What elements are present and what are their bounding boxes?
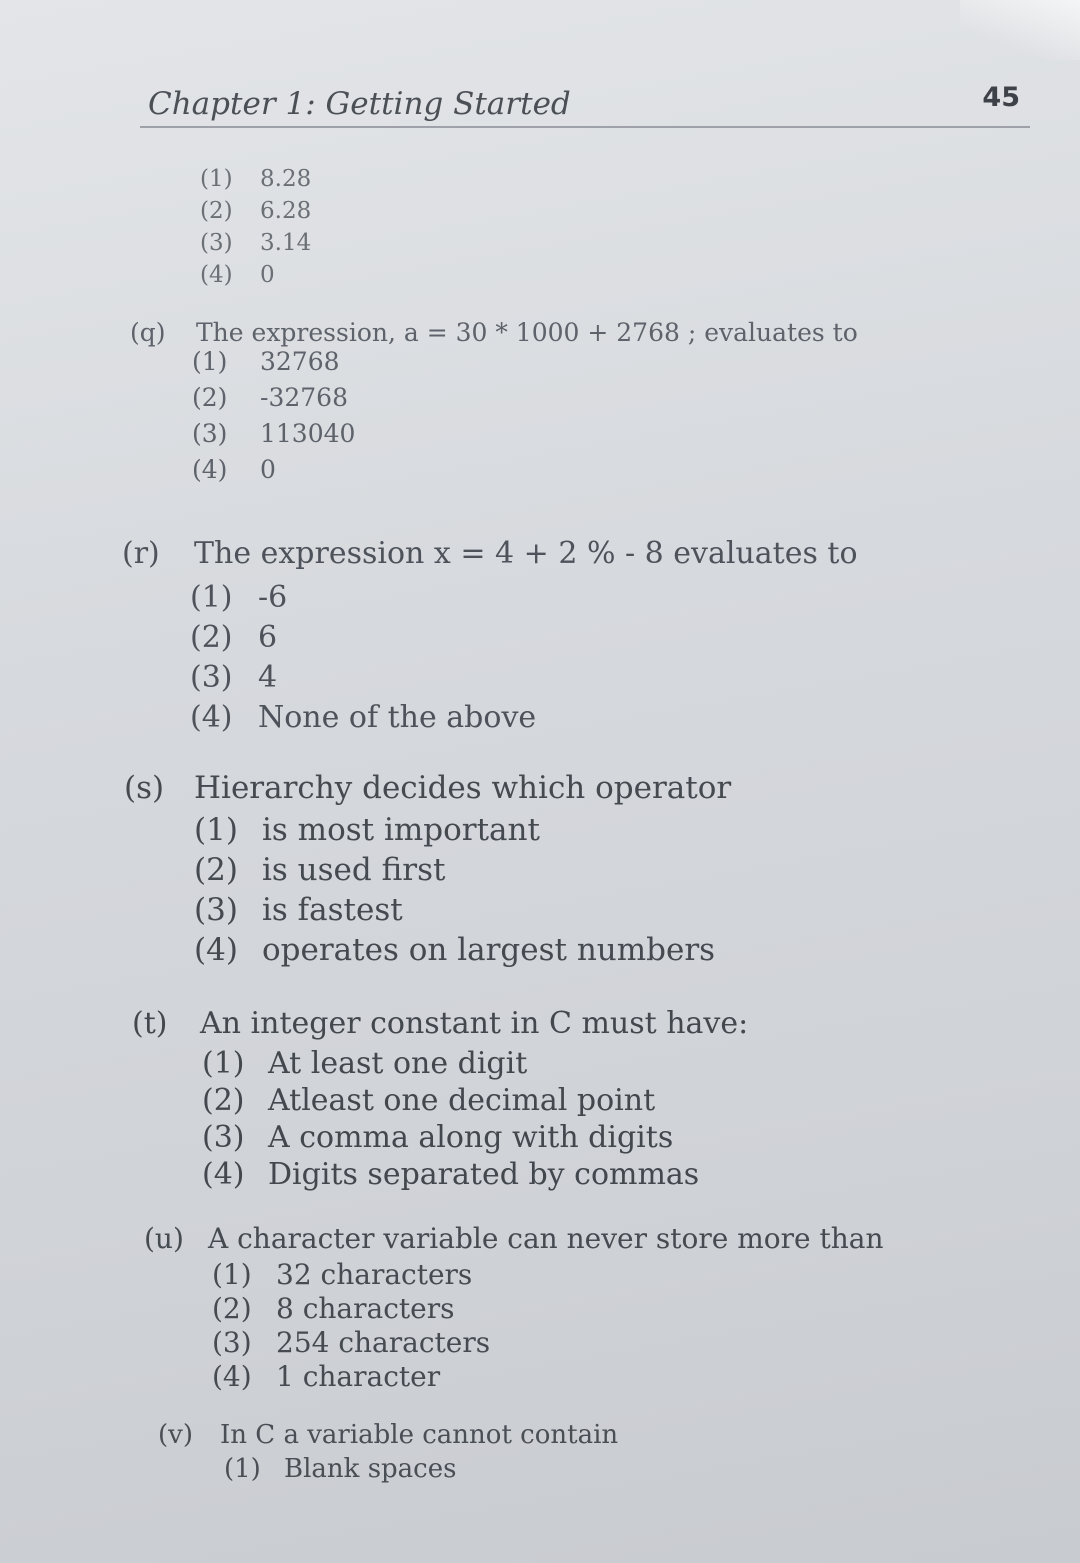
option-number: (4): [202, 1157, 245, 1192]
option-number: (3): [190, 660, 233, 695]
question-label: (r): [122, 536, 160, 571]
question-label: (v): [158, 1420, 193, 1450]
option-number: (1): [200, 166, 233, 192]
question-text: The expression x = 4 + 2 % - 8 evaluates to: [194, 536, 858, 571]
option-item: [192, 347, 858, 383]
option-text: 32 characters: [276, 1258, 473, 1291]
option-number: (2): [202, 1083, 245, 1118]
option-text: -32768: [260, 383, 348, 412]
option-text: 8 characters: [276, 1292, 455, 1325]
option-item: [202, 1083, 748, 1120]
option-number: (3): [200, 230, 233, 256]
option-item: [194, 852, 731, 892]
option-text: operates on largest numbers: [262, 932, 716, 968]
option-text: -6: [258, 580, 288, 615]
option-text: Digits separated by commas: [268, 1157, 700, 1192]
option-item: [212, 1326, 884, 1360]
option-item: [200, 230, 311, 262]
option-item: [200, 262, 311, 294]
option-text: 3.14: [260, 230, 312, 256]
option-item: [194, 892, 731, 932]
chapter-title: Chapter 1: Getting Started: [148, 86, 571, 122]
question-t: [132, 1006, 748, 1194]
question-text: In C a variable cannot contain: [220, 1420, 619, 1450]
option-number: (1): [224, 1454, 261, 1484]
option-item: [202, 1157, 748, 1194]
option-text: is fastest: [262, 892, 403, 928]
option-text: 6.28: [260, 198, 312, 224]
question-stem: [124, 770, 731, 812]
option-number: (1): [194, 812, 238, 848]
option-number: (2): [194, 852, 238, 888]
option-number: (1): [192, 347, 228, 376]
question-stem: [144, 1222, 884, 1258]
question-label: (q): [130, 318, 166, 347]
option-number: (3): [202, 1120, 245, 1155]
question-q: [130, 318, 858, 491]
option-number: (1): [190, 580, 233, 615]
option-number: (4): [190, 700, 233, 735]
option-item: [194, 812, 731, 852]
question-text: A character variable can never store more than: [208, 1222, 884, 1255]
question-label: (t): [132, 1006, 168, 1041]
question-s: [124, 770, 731, 972]
option-number: (4): [212, 1360, 252, 1393]
question-stem: [130, 318, 858, 347]
option-item: [194, 932, 731, 972]
question-text: An integer constant in C must have:: [200, 1006, 749, 1041]
option-number: (2): [212, 1292, 252, 1325]
option-text: 0: [260, 262, 275, 288]
option-text: is used first: [262, 852, 446, 888]
page-number: 45: [982, 82, 1020, 113]
option-number: (3): [192, 419, 228, 448]
option-item: [200, 198, 311, 230]
question-label: (u): [144, 1222, 184, 1255]
option-number: (3): [212, 1326, 252, 1359]
option-number: (3): [194, 892, 238, 928]
option-text: A comma along with digits: [268, 1120, 674, 1155]
option-text: 32768: [260, 347, 340, 376]
option-text: 8.28: [260, 166, 312, 192]
option-number: (1): [202, 1046, 245, 1081]
option-text: 0: [260, 455, 276, 484]
page-header: [140, 82, 1030, 128]
option-item: [200, 166, 311, 198]
option-item: [212, 1258, 884, 1292]
option-number: (4): [192, 455, 228, 484]
option-item: [190, 660, 858, 700]
option-item: [192, 383, 858, 419]
question-v: [158, 1420, 618, 1486]
option-text: 6: [258, 620, 278, 655]
option-item: [212, 1360, 884, 1394]
question-text: Hierarchy decides which operator: [194, 770, 732, 806]
question-text: The expression, a = 30 * 1000 + 2768 ; evaluates to: [196, 318, 858, 347]
question-stem: [132, 1006, 748, 1046]
option-text: At least one digit: [268, 1046, 528, 1081]
option-item: [192, 419, 858, 455]
question-stem: [122, 536, 858, 580]
option-item: [224, 1454, 618, 1486]
option-item: [190, 620, 858, 660]
option-text: Blank spaces: [284, 1454, 457, 1484]
question-label: (s): [124, 770, 165, 806]
question-u: [144, 1222, 884, 1394]
page-corner-glare: [960, 0, 1080, 60]
option-item: [202, 1046, 748, 1083]
option-text: 254 characters: [276, 1326, 491, 1359]
option-item: [202, 1120, 748, 1157]
option-number: (4): [200, 262, 233, 288]
option-text: 4: [258, 660, 278, 695]
option-text: is most important: [262, 812, 540, 848]
option-number: (1): [212, 1258, 252, 1291]
option-text: Atleast one decimal point: [268, 1083, 656, 1118]
question-p-continued: [200, 166, 311, 294]
question-r: [122, 536, 858, 740]
option-number: (2): [190, 620, 233, 655]
option-text: 113040: [260, 419, 356, 448]
option-item: [190, 700, 858, 740]
option-number: (2): [192, 383, 228, 412]
option-number: (2): [200, 198, 233, 224]
option-text: None of the above: [258, 700, 537, 735]
option-item: [212, 1292, 884, 1326]
option-text: 1 character: [276, 1360, 441, 1393]
option-number: (4): [194, 932, 238, 968]
option-item: [190, 580, 858, 620]
question-stem: [158, 1420, 618, 1454]
option-item: [192, 455, 858, 491]
